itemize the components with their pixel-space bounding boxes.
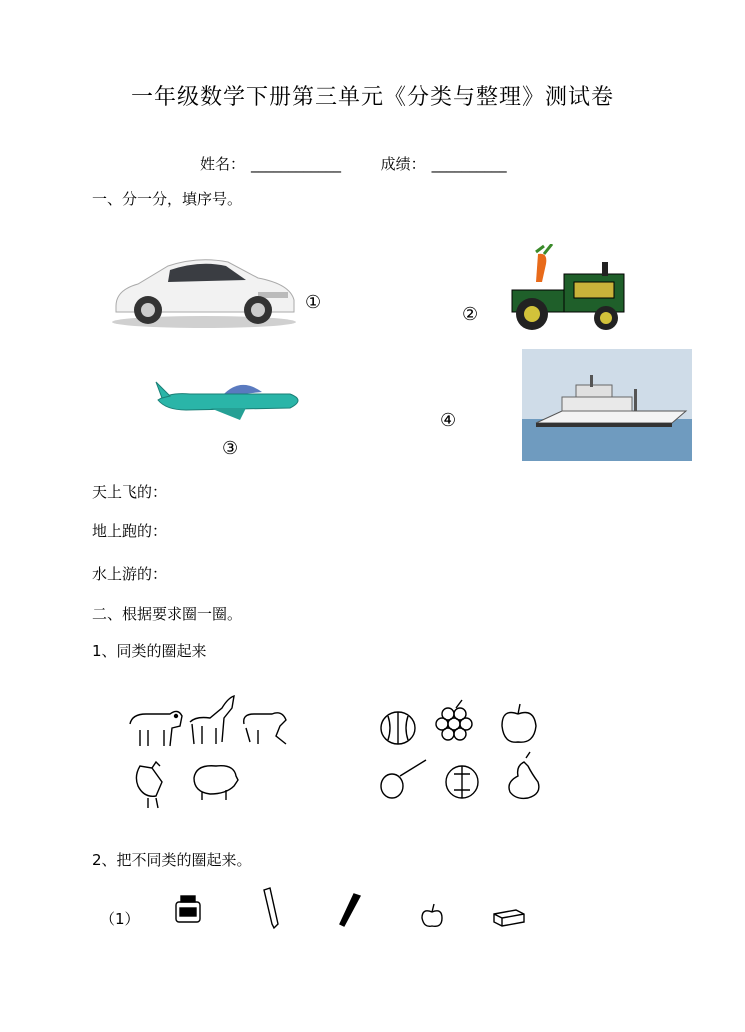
inkbottle-icon <box>176 896 200 922</box>
q2-label: 2、把不同类的圈起来。 <box>92 851 252 869</box>
tractor-image <box>508 244 630 332</box>
apple-icon <box>502 704 536 742</box>
score-label: 成绩： <box>380 155 426 173</box>
pen-icon <box>340 894 360 926</box>
prompt-land: 地上跑的： <box>92 522 168 540</box>
horse-icon <box>190 696 234 744</box>
marker-2: ② <box>462 304 479 325</box>
name-score-row <box>200 153 513 174</box>
score-blank[interactable]: __________ <box>431 155 507 173</box>
racket-icon <box>381 760 426 798</box>
section2-heading: 二、根据要求圈一圈。 <box>92 605 243 623</box>
section1-heading: 一、分一分，填序号。 <box>92 190 243 208</box>
car-image <box>108 250 300 330</box>
grapes-icon <box>436 700 472 740</box>
prompt-sky: 天上飞的： <box>92 483 168 501</box>
apple-icon <box>422 904 442 926</box>
q2-sub-label: （1） <box>100 910 140 928</box>
marker-4: ④ <box>440 410 457 431</box>
pencil-icon <box>264 888 278 928</box>
prompt-water: 水上游的： <box>92 565 168 583</box>
marker-1: ① <box>305 292 322 313</box>
page-title: 一年级数学下册第三单元《分类与整理》测试卷 <box>130 85 614 110</box>
q1-label: 1、同类的圈起来 <box>92 642 207 660</box>
name-label: 姓名： <box>200 155 246 173</box>
cow-icon <box>130 711 182 746</box>
ball-icon <box>446 766 478 798</box>
airplane-image <box>150 376 308 422</box>
pig-icon <box>194 766 238 800</box>
pear-icon <box>509 752 539 798</box>
q2-items <box>170 884 550 932</box>
ship-image <box>522 349 692 461</box>
rooster-icon <box>136 762 162 808</box>
name-blank[interactable]: ____________ <box>251 155 342 173</box>
marker-3: ③ <box>222 438 239 459</box>
animals-group <box>126 686 294 812</box>
sheep-icon <box>244 713 286 744</box>
fruits-group <box>378 696 546 802</box>
watermelon-icon <box>381 712 415 744</box>
eraser-icon <box>494 910 524 926</box>
